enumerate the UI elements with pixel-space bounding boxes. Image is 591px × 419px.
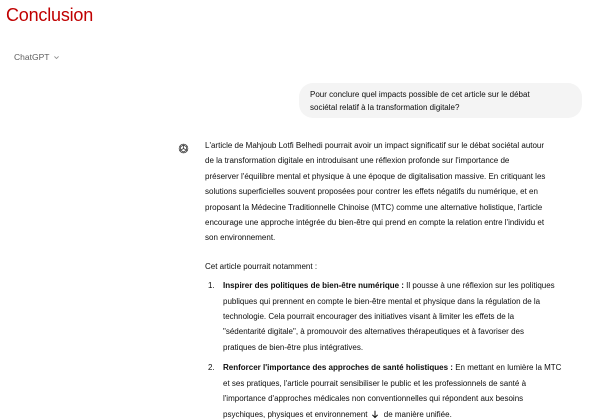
openai-logo-icon-graphic	[178, 143, 189, 154]
user-message-bubble	[299, 83, 582, 118]
user-message-line-2: sociétal relatif à la transformation digitale?	[310, 102, 460, 112]
list-item	[205, 360, 585, 419]
assistant-paragraph: L'article de Mahjoub Lotfi Belhedi pourrait avoir un impact significatif sur le débat sociétal autour de la transformation digitale en introduisant une réflexion profonde sur l'importance de préserver l'équilibre mental et physique à une époque de digitalisation massive. En critiquant les solutions superficielles souvent proposées pour contrer les effets négatifs du numérique, et en proposant la Médecine Traditionnelle Chinoise (MTC) comme une alternative holistique, l'article encourage une approche intégrée du bien-être qui prend en compte la relation entre l'individu et son environnement.	[205, 141, 546, 243]
list-item-body: Il pousse à une réflexion sur les politiques publiques qui prennent en compte le bien-être mental et physique dans la régulation de la technologie. Cela pourrait encourager des initiatives visant à limiter les effets de la "sédentarité digitale", à promouvoir des alternatives thérapeutiques et à favoriser des pratiques de bien-être plus intégratives.	[223, 281, 555, 352]
slide-title: Conclusion	[6, 5, 94, 25]
list-item-body-end: de manière unifiée.	[381, 409, 452, 419]
list-item	[205, 278, 585, 355]
assistant-intro: Cet article pourrait notamment :	[205, 261, 318, 271]
model-selector-label: ChatGPT	[14, 52, 50, 62]
list-item-number: 1.	[208, 281, 215, 291]
openai-logo-icon	[178, 141, 189, 152]
list-item-text	[223, 360, 585, 419]
list-item-title: Renforcer l'importance des approches de santé holistiques :	[223, 363, 453, 373]
scroll-to-bottom-button[interactable]	[370, 409, 380, 419]
model-selector[interactable]	[14, 52, 60, 62]
chevron-down-icon	[53, 54, 60, 61]
list-item-text	[223, 278, 585, 355]
assistant-points-list	[205, 278, 585, 419]
list-item-number: 2.	[208, 363, 215, 373]
arrow-down-icon	[371, 410, 379, 419]
user-message-line-1: Pour conclure quel impacts possible de cet article sur le débat	[310, 90, 530, 99]
assistant-message	[205, 138, 585, 419]
list-item-title: Inspirer des politiques de bien-être numérique :	[223, 281, 404, 291]
list-item-body: En mettant en lumière la MTC et ses pratiques, l'article pourrait sensibiliser le public et les professionnels de santé à l'importance d'approches médicales non conventionnelles qui répondent aux besoins psychiques, physiques et environnement	[223, 363, 562, 419]
